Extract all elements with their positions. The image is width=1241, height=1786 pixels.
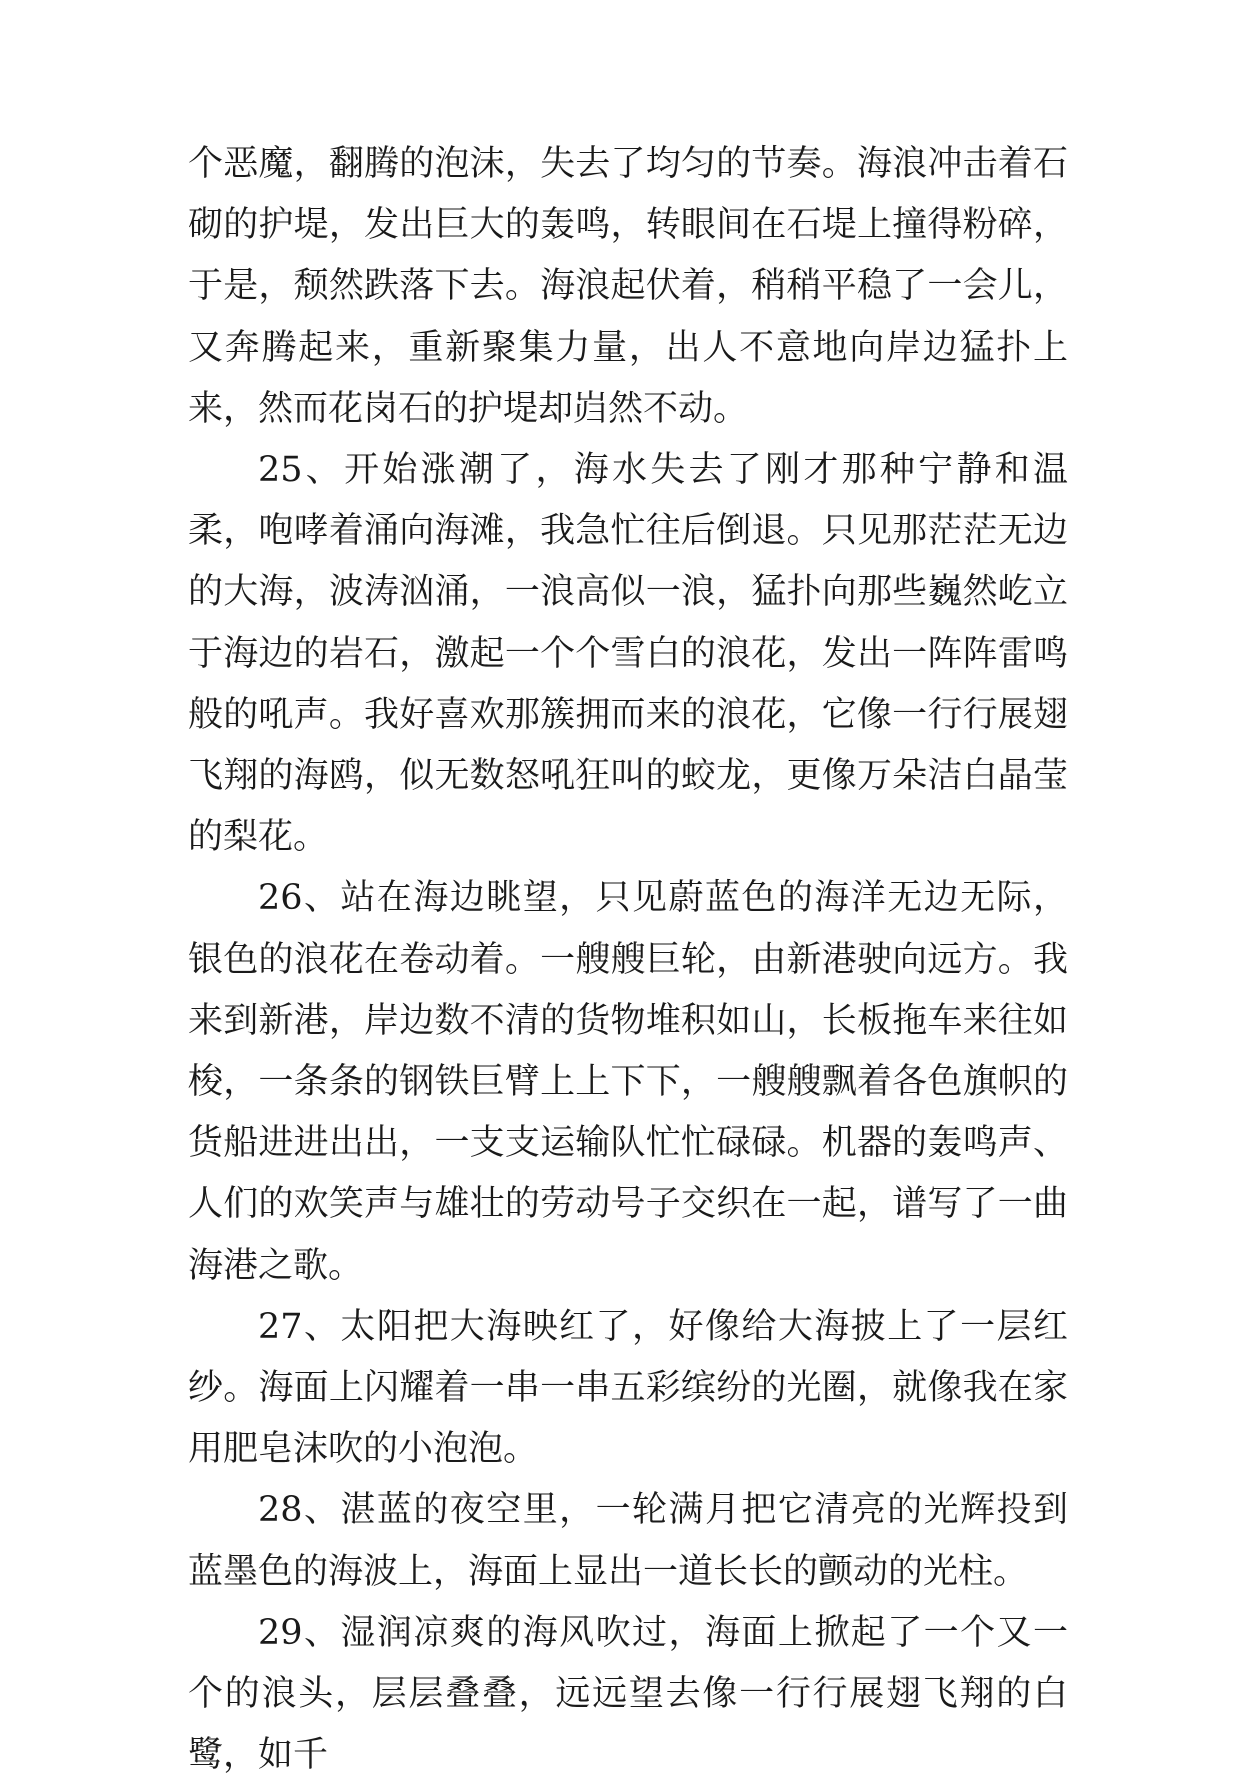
paragraph-29: 29、湿润凉爽的海风吹过，海面上掀起了一个又一个的浪头，层层叠叠，远远望去像一行行展翅飞翔的白鹭，如千: [188, 1612, 1068, 1776]
body-text: [188, 134, 1068, 1786]
paragraph-27: 27、太阳把大海映红了，好像给大海披上了一层红纱。海面上闪耀着一串一串五彩缤纷的光圈，就像我在家用肥皂沫吹的小泡泡。: [188, 1306, 1068, 1470]
paragraph-25: 25、开始涨潮了，海水失去了刚才那种宁静和温柔，咆哮着涌向海滩，我急忙往后倒退。只见那茫茫无边的大海，波涛汹涌，一浪高似一浪，猛扑向那些巍然屹立于海边的岩石，激起一个个雪白的浪花，发出一阵阵雷鸣般的吼声。我好喜欢那簇拥而来的浪花，它像一行行展翅飞翔的海鸥，似无数怒吼狂叫的蛟龙，更像万朵洁白晶莹的梨花。: [188, 450, 1068, 858]
paragraph-26: 26、站在海边眺望，只见蔚蓝色的海洋无边无际，银色的浪花在卷动着。一艘艘巨轮，由新港驶向远方。我来到新港，岸边数不清的货物堆积如山，长板拖车来往如梭，一条条的钢铁巨臂上上下下，一艘艘飘着各色旗帜的货船进进出出，一支支运输队忙忙碌碌。机器的轰鸣声、人们的欢笑声与雄壮的劳动号子交织在一起，谱写了一曲海港之歌。: [188, 878, 1068, 1286]
paragraph-28: 28、湛蓝的夜空里，一轮满月把它清亮的光辉投到蓝墨色的海波上，海面上显出一道长长的颤动的光柱。: [188, 1490, 1068, 1592]
paragraph-continued: 个恶魔，翻腾的泡沫，失去了均匀的节奏。海浪冲击着石砌的护堤，发出巨大的轰鸣，转眼间在石堤上撞得粉碎，于是，颓然跌落下去。海浪起伏着，稍稍平稳了一会儿，又奔腾起来，重新聚集力量，出人不意地向岸边猛扑上来，然而花岗石的护堤却岿然不动。: [188, 144, 1068, 429]
